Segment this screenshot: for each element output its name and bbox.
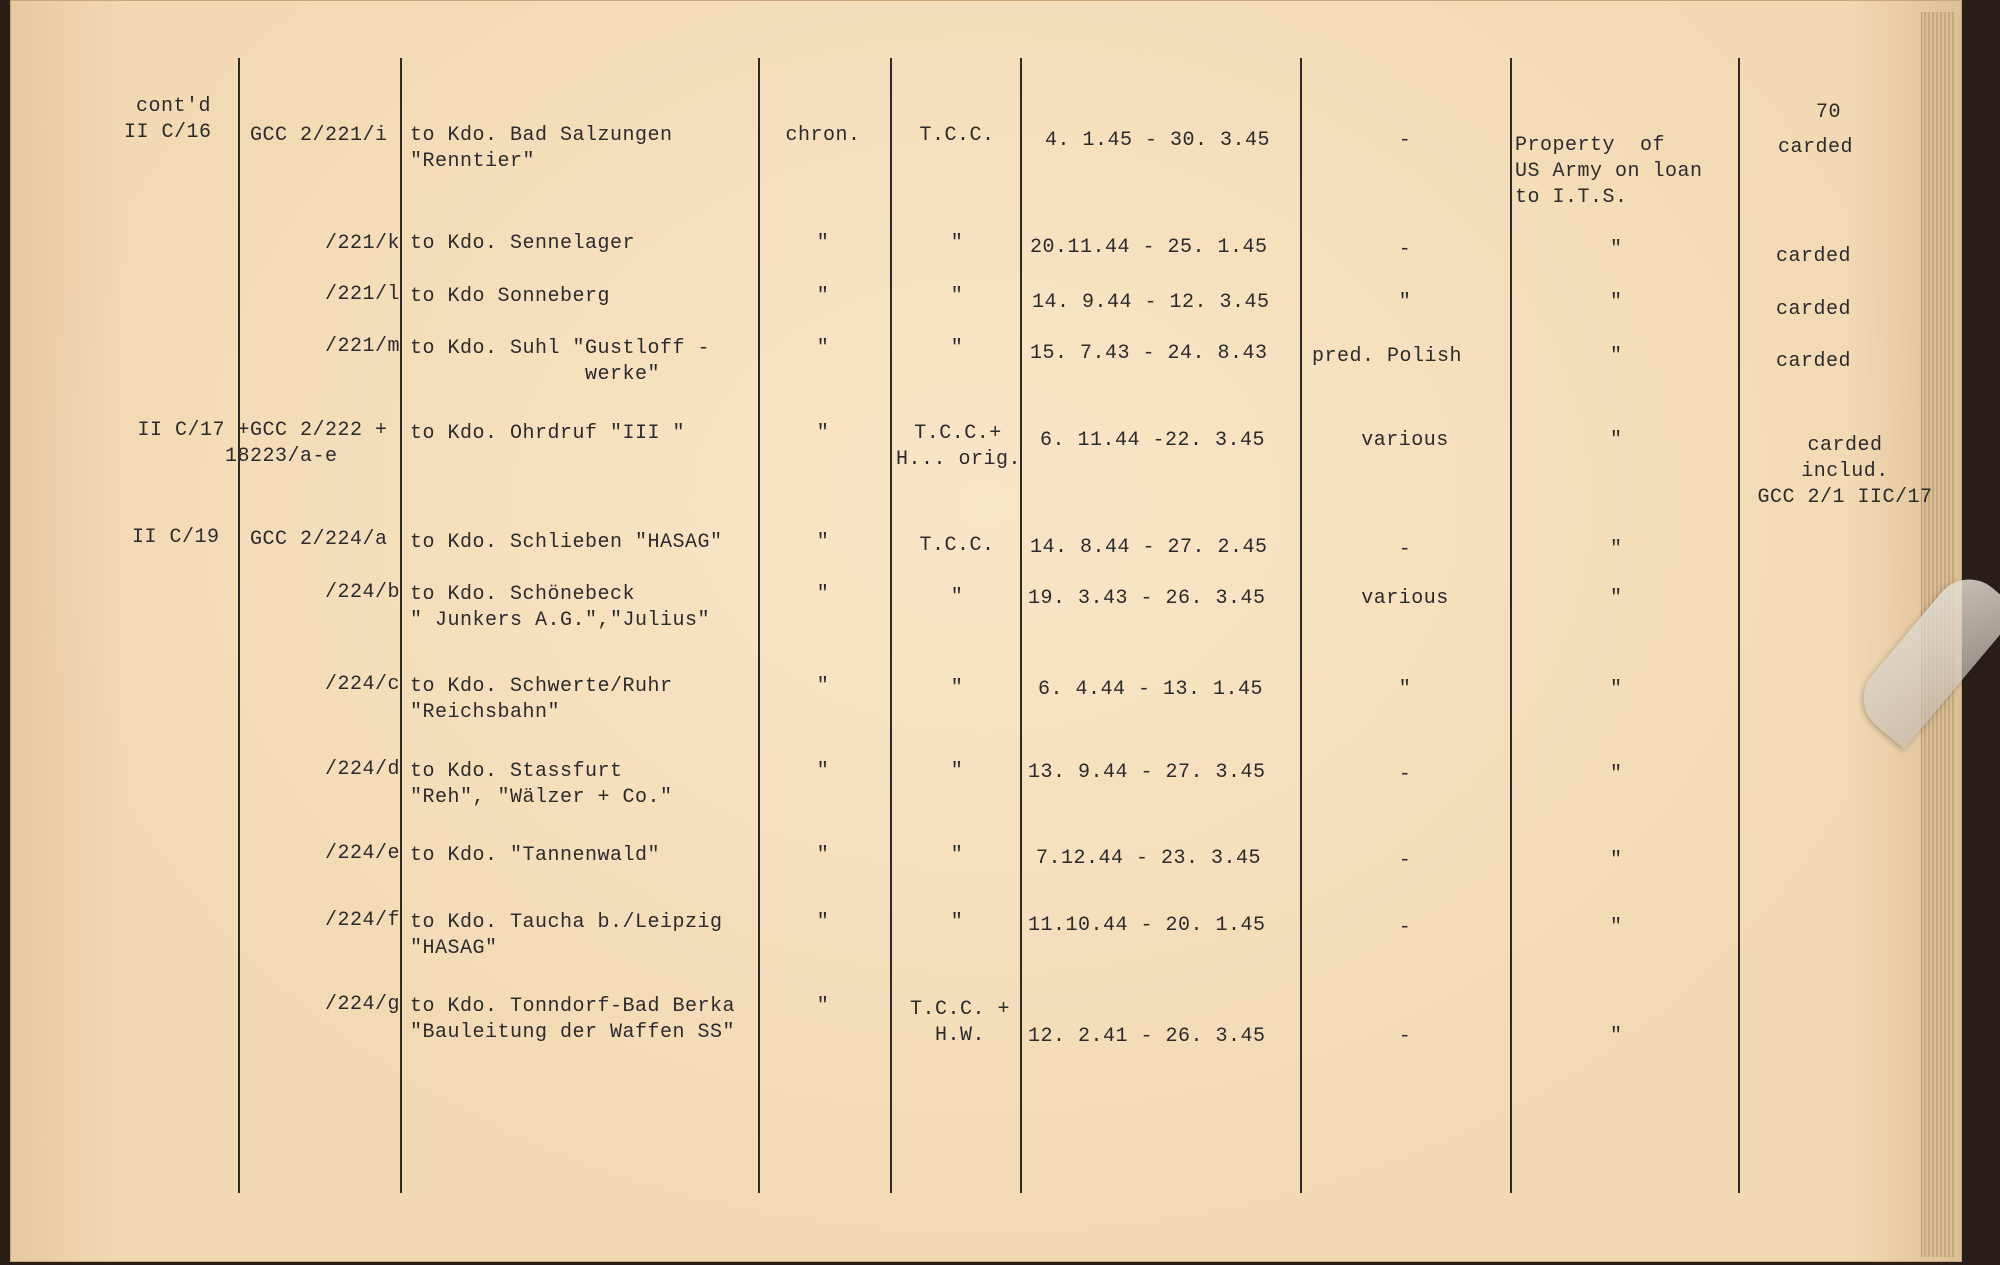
date-range: 14. 9.44 - 12. 3.45 (1032, 291, 1270, 314)
record-source: T.C.C. + H.W. (909, 998, 1010, 1047)
reference: II C/16 (124, 121, 212, 144)
record-status: " (1610, 916, 1623, 939)
nationality: various (1361, 587, 1449, 610)
column-rule (400, 58, 402, 1193)
gcc-number: /224/c (324, 673, 400, 696)
record-status: " (1610, 587, 1623, 610)
nationality: pred. Polish (1312, 345, 1463, 368)
nationality: " (1398, 291, 1412, 314)
reference: II C/19 (132, 526, 220, 549)
nationality: various (1361, 429, 1449, 452)
destination: to Kdo. Schwerte/Ruhr "Reichsbahn" (410, 675, 673, 724)
date-range: 15. 7.43 - 24. 8.43 (1030, 342, 1268, 365)
record-type: " (816, 337, 830, 360)
record-type: " (816, 760, 830, 783)
record-status: " (1610, 291, 1623, 314)
date-range: 11.10.44 - 20. 1.45 (1028, 914, 1266, 937)
remark: carded (1776, 350, 1852, 373)
date-range: 13. 9.44 - 27. 3.45 (1028, 761, 1266, 784)
record-status: Property of US Army on loan to I.T.S. (1515, 134, 1703, 209)
destination: to Kdo. Schönebeck " Junkers A.G.","Julius" (410, 583, 711, 632)
date-range: 7.12.44 - 23. 3.45 (1036, 847, 1262, 870)
record-type: " (816, 995, 830, 1018)
record-status: " (1610, 678, 1623, 701)
record-status: " (1610, 238, 1623, 261)
date-range: 19. 3.43 - 26. 3.45 (1028, 587, 1266, 610)
destination: to Kdo. Bad Salzungen "Renntier" (410, 124, 673, 173)
record-type: " (816, 675, 830, 698)
gcc-number: /224/e (324, 842, 400, 865)
gcc-number: /221/k (324, 232, 400, 255)
record-source: " (950, 911, 964, 934)
record-source: T.C.C.+ H... orig. (896, 422, 1022, 471)
nationality: - (1398, 849, 1412, 872)
destination: to Kdo. Stassfurt "Reh", "Wälzer + Co." (410, 760, 673, 809)
record-status: " (1610, 429, 1623, 452)
destination: to Kdo. Ohrdruf "III " (410, 422, 686, 445)
ledger-page (10, 0, 1962, 1262)
record-status: " (1610, 1025, 1623, 1048)
column-rule (1510, 58, 1512, 1193)
column-rule (238, 58, 240, 1193)
date-range: 12. 2.41 - 26. 3.45 (1028, 1025, 1266, 1048)
gcc-number: GCC 2/221/i (250, 124, 388, 147)
remark: carded (1776, 298, 1852, 321)
record-type: chron. (785, 124, 861, 147)
nationality: - (1398, 238, 1412, 261)
nationality: - (1398, 763, 1412, 786)
record-source: " (950, 337, 964, 360)
destination: to Kdo. Schlieben "HASAG" (410, 531, 723, 554)
page-number: 70 (1816, 101, 1842, 124)
destination: to Kdo. "Tannenwald" (410, 844, 661, 867)
destination: to Kdo. Sennelager (410, 232, 636, 255)
date-range: 6. 11.44 -22. 3.45 (1040, 429, 1266, 452)
record-source: " (950, 285, 964, 308)
gcc-number: GCC 2/224/a (250, 528, 388, 551)
column-rule (1300, 58, 1302, 1193)
date-range: 14. 8.44 - 27. 2.45 (1030, 536, 1268, 559)
date-range: 4. 1.45 - 30. 3.45 (1045, 129, 1271, 152)
record-type: " (816, 232, 830, 255)
date-range: 20.11.44 - 25. 1.45 (1030, 236, 1268, 259)
nationality: - (1398, 916, 1412, 939)
record-type: " (816, 583, 830, 606)
gcc-number: GCC 2/222 + 223/a-e (250, 419, 388, 468)
destination: to Kdo Sonneberg (410, 285, 611, 308)
contd-label: cont'd (136, 95, 212, 118)
record-status: " (1610, 763, 1623, 786)
remark: carded (1778, 136, 1854, 159)
remark: carded (1776, 245, 1852, 268)
remark: carded includ. GCC 2/1 IIC/17 (1757, 434, 1933, 509)
record-type: " (816, 911, 830, 934)
record-source: T.C.C. (919, 124, 995, 147)
destination: to Kdo. Suhl "Gustloff - werke" (410, 337, 711, 386)
record-source: " (950, 844, 964, 867)
nationality: - (1398, 538, 1412, 561)
record-type: " (816, 531, 830, 554)
destination: to Kdo. Tonndorf-Bad Berka "Bauleitung der Waffen SS" (410, 995, 736, 1044)
record-type: " (816, 844, 830, 867)
destination: to Kdo. Taucha b./Leipzig "HASAG" (410, 911, 723, 960)
nationality: " (1398, 678, 1412, 701)
column-rule (1738, 58, 1740, 1193)
nationality: - (1398, 129, 1412, 152)
record-source: " (950, 232, 964, 255)
gcc-number: /221/l (324, 283, 400, 306)
record-type: " (816, 422, 830, 445)
record-status: " (1610, 538, 1623, 561)
column-rule (758, 58, 760, 1193)
gcc-number: /221/m (324, 335, 400, 358)
record-source: " (950, 760, 964, 783)
gcc-number: /224/g (324, 993, 400, 1016)
nationality: - (1398, 1025, 1412, 1048)
record-source: " (950, 586, 964, 609)
record-status: " (1610, 345, 1623, 368)
gcc-number: /224/b (324, 581, 400, 604)
record-type: " (816, 285, 830, 308)
gcc-number: /224/f (324, 909, 400, 932)
column-rule (890, 58, 892, 1193)
reference: II C/17 + 18 (137, 419, 250, 468)
gcc-number: /224/d (324, 758, 400, 781)
record-source: " (950, 677, 964, 700)
record-source: T.C.C. (919, 534, 995, 557)
date-range: 6. 4.44 - 13. 1.45 (1038, 678, 1264, 701)
record-status: " (1610, 849, 1623, 872)
